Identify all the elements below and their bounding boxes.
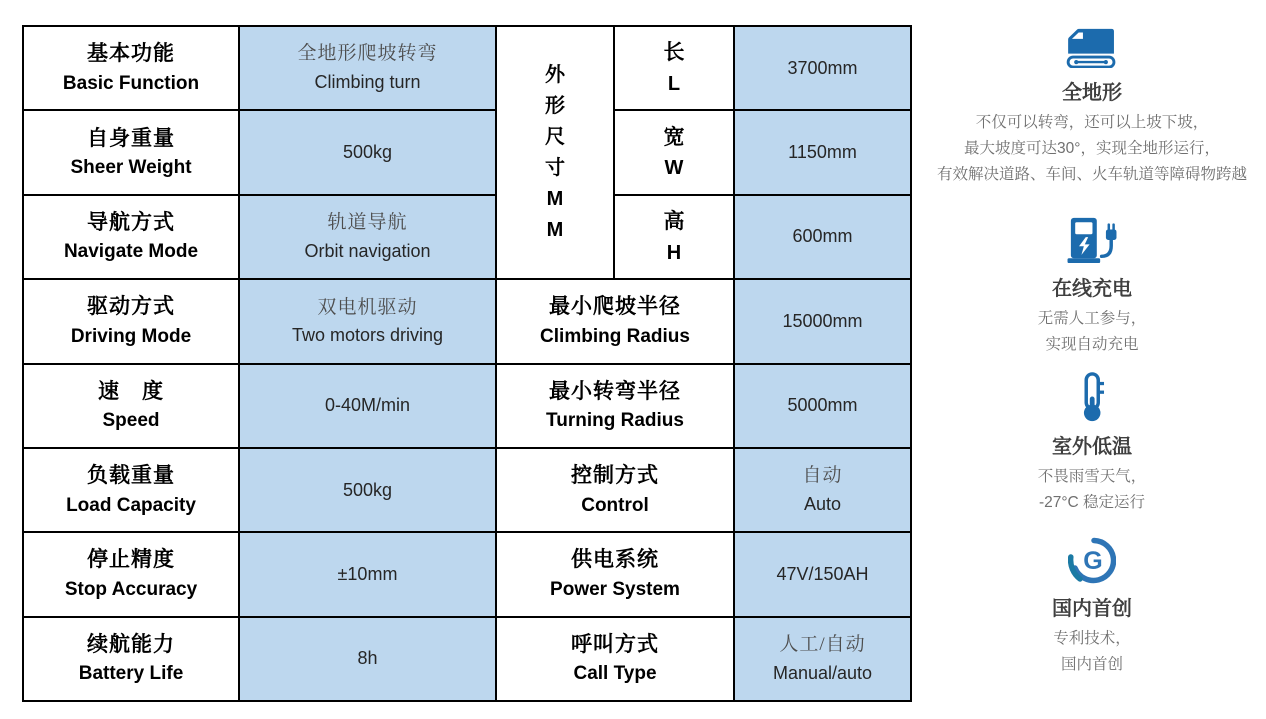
spec-value-control [735,449,910,531]
value-en: Auto [803,493,842,514]
label-zh: 最小转弯半径 [549,379,681,403]
feature-line: 最大坡度可达30°，实现全地形运行， [964,140,1220,157]
spec-label-length [615,27,733,109]
feature-title: 室外低温 [1052,436,1132,458]
label-zh: 续航能力 [87,632,175,656]
label-en: Driving Mode [70,325,192,347]
label-en: Battery Life [78,663,184,685]
dim-char: M [546,218,564,241]
dim-char: 形 [545,94,565,117]
value: 500kg [342,142,393,163]
feature-title: 在线充电 [1052,278,1132,300]
spec-value-turning-radius [735,365,910,447]
spec-value-height [735,196,910,278]
spec-label-turning-radius [497,365,733,447]
value: 8h [357,648,378,669]
label-en: Speed [102,410,160,432]
spec-label-call-type [497,618,733,700]
label-zh: 驱动方式 [87,295,175,319]
spec-value-load-capacity [240,449,495,531]
feature-low-temperature [918,372,1266,516]
feature-first-in-china [918,536,1266,678]
spec-label-navigate-mode [24,196,238,278]
spec-value-navigate-mode [240,196,495,278]
label-zh: 宽 [663,125,685,149]
label-en: Basic Function [62,72,200,94]
spec-label-width [615,111,733,193]
label-zh: 速 度 [98,379,164,403]
spec-value-climbing-radius [735,280,910,362]
value-zh: 自动 [802,465,843,487]
feature-line: 实现自动充电 [1045,336,1139,353]
feature-line: -27°C 稳定运行 [1038,494,1146,511]
value: 0-40M/min [324,395,411,416]
label-zh: 控制方式 [571,464,659,488]
spec-value-sheer-weight [240,111,495,193]
feature-all-terrain [918,26,1266,188]
label-zh: 最小爬坡半径 [549,295,681,319]
label-zh: 停止精度 [87,548,175,572]
all-terrain-vehicle-icon [918,26,1266,68]
dim-char: 外 [545,63,565,86]
spec-label-basic-function [24,27,238,109]
label-en: Load Capacity [66,494,196,516]
feature-line: 无需人工参与， [1037,310,1147,327]
label-en: Turning Radius [546,410,684,432]
spec-label-dimensions [497,27,613,278]
svg-text:G: G [1083,547,1103,575]
spec-label-stop-accuracy [24,533,238,615]
feature-online-charging [918,216,1266,358]
value: 600mm [792,226,853,247]
value: 15000mm [782,310,863,331]
value-en: Two motors driving [291,325,444,346]
label-en: Sheer Weight [70,157,192,179]
first-in-china-logo-icon [918,536,1266,584]
label-en: L [667,72,681,95]
spec-value-driving-mode [240,280,495,362]
spec-value-basic-function [240,27,495,109]
spec-value-width [735,111,910,193]
dim-char: 尺 [545,125,565,148]
label-en: W [664,157,684,180]
value-zh: 全地形爬坡转弯 [297,43,438,65]
spec-label-load-capacity [24,449,238,531]
spec-table [22,25,912,702]
value-zh: 轨道导航 [327,212,408,234]
value: 500kg [342,479,393,500]
spec-value-stop-accuracy [240,533,495,615]
value-zh: 人工/自动 [779,634,866,656]
value-en: Climbing turn [314,71,421,92]
label-zh: 基本功能 [87,42,175,66]
value: 5000mm [787,395,858,416]
online-charging-icon [918,216,1266,264]
label-zh: 长 [663,41,685,65]
label-zh: 呼叫方式 [571,632,659,656]
value: 47V/150AH [776,563,869,584]
spec-label-sheer-weight [24,111,238,193]
dim-char: 寸 [545,156,565,179]
label-en: Power System [550,578,680,600]
value-zh: 双电机驱动 [317,296,418,318]
spec-label-power-system [497,533,733,615]
value: ±10mm [337,563,398,584]
value: 1150mm [788,142,857,163]
spec-value-battery-life [240,618,495,700]
feature-line: 专利技术， [1053,630,1131,647]
spec-label-height [615,196,733,278]
label-zh: 导航方式 [87,210,175,234]
label-zh: 自身重量 [87,126,175,150]
feature-line: 不仅可以转弯，还可以上坡下坡， [975,114,1209,131]
spec-label-climbing-radius [497,280,733,362]
low-temperature-icon [918,372,1266,422]
spec-label-battery-life [24,618,238,700]
label-zh: 负载重量 [87,464,175,488]
spec-label-speed [24,365,238,447]
label-en: Stop Accuracy [64,578,198,600]
spec-value-speed [240,365,495,447]
feature-line: 有效解决道路、车间、火车轨道等障碍物跨越 [936,166,1247,183]
feature-line: 国内首创 [1060,656,1123,673]
value-en: Manual/auto [772,662,873,683]
features-sidebar [918,26,1266,704]
spec-value-power-system [735,533,910,615]
value-en: Orbit navigation [304,240,431,261]
spec-value-length [735,27,910,109]
label-en: H [666,241,682,264]
spec-label-driving-mode [24,280,238,362]
label-en: Call Type [573,663,657,685]
feature-title: 国内首创 [1052,598,1132,620]
feature-line: 不畏雨雪天气， [1037,468,1147,485]
label-en: Climbing Radius [540,325,690,347]
label-en: Navigate Mode [63,241,199,263]
spec-label-control [497,449,733,531]
label-zh: 高 [663,210,685,234]
spec-value-call-type [735,618,910,700]
label-en: Control [581,494,649,516]
feature-title: 全地形 [1062,82,1122,104]
label-zh: 供电系统 [571,548,659,572]
dim-char: M [546,187,564,210]
value: 3700mm [787,57,858,78]
